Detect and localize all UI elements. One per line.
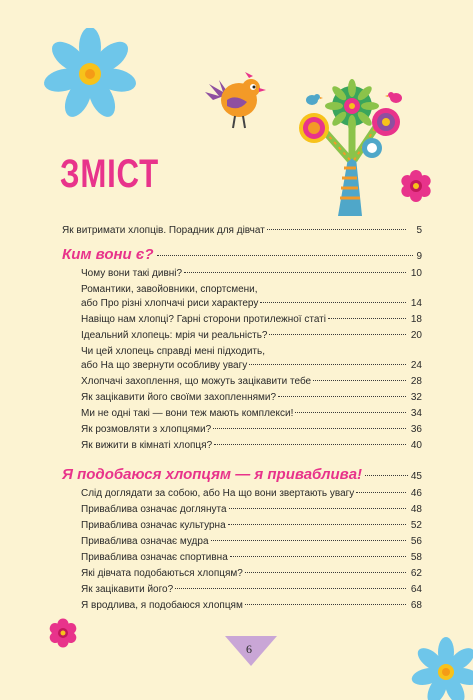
- toc-entry-page: 24: [410, 360, 422, 371]
- page-number: 6: [246, 642, 252, 656]
- toc-entry: [62, 487, 422, 501]
- toc-entry: [62, 297, 422, 311]
- leader-dots: [229, 508, 406, 509]
- toc-entry-title: Навіщо нам хлопці? Гарні сторони протилежної статі: [81, 314, 326, 325]
- leader-dots: [228, 524, 406, 525]
- toc-entry-page: 40: [410, 440, 422, 451]
- leader-dots: [157, 255, 414, 256]
- toc-entry: [62, 503, 422, 517]
- pink-flower-icon: [48, 618, 78, 648]
- toc-entry: [62, 391, 422, 405]
- toc-entry-title: Як вижити в кімнаті хлопця?: [81, 440, 213, 451]
- toc-section-heading: [62, 246, 422, 265]
- toc-entry-title: Приваблива означає спортивна: [81, 552, 228, 563]
- toc-entry-page: 14: [410, 298, 422, 309]
- toc-entry-page: 32: [410, 392, 422, 403]
- toc-entry-page: 36: [410, 424, 422, 435]
- toc-section-heading: [62, 466, 422, 485]
- toc-entry-page: 18: [410, 314, 422, 325]
- toc-entry-title: Як розмовляти з хлопцями?: [81, 424, 212, 435]
- leader-dots: [269, 334, 406, 335]
- toc-entry-title: Я вродлива, я подобаюся хлопцям: [81, 600, 243, 611]
- toc-entry-page: 64: [410, 584, 422, 595]
- toc-entry: [62, 551, 422, 565]
- toc-entry-title: або Про різні хлопчачі риси характеру: [81, 298, 259, 309]
- leader-dots: [328, 318, 406, 319]
- toc-entry: [62, 407, 422, 421]
- toc-entry: [62, 375, 422, 389]
- daisy-flower-icon: [408, 630, 473, 700]
- leader-dots: [313, 380, 406, 381]
- toc-entry-line: [62, 345, 422, 359]
- toc-entry-title: Ідеальний хлопець: мрія чи реальність?: [81, 330, 268, 341]
- toc-entry-title: Як зацікавити його своїми захопленнями?: [81, 392, 277, 403]
- toc-entry: [62, 567, 422, 581]
- toc-entry-title: Які дівчата подобаються хлопцям?: [81, 568, 243, 579]
- toc-entry: [62, 423, 422, 437]
- leader-dots: [245, 604, 406, 605]
- toc-entry-page: 20: [410, 330, 422, 341]
- toc-entry: [62, 583, 422, 597]
- section-title: Я подобаюся хлопцям — я привабливa!: [62, 466, 363, 483]
- toc-entry-page: 68: [410, 600, 422, 611]
- toc-entry-page: 28: [410, 376, 422, 387]
- toc-entry-page: 5: [416, 225, 422, 236]
- section-page: 45: [410, 471, 422, 482]
- leader-dots: [295, 412, 406, 413]
- pink-flower-icon: [400, 170, 432, 202]
- section-title: Ким вони є?: [62, 246, 154, 263]
- leader-dots: [249, 364, 406, 365]
- toc-entry: [62, 439, 422, 453]
- leader-dots: [356, 492, 406, 493]
- toc-entry-title: або На що звернути особливу увагу: [81, 360, 248, 371]
- toc-entry-title: Слід доглядати за собою, або На що вони звертають увагу: [81, 488, 355, 499]
- toc-entry-title: Приваблива означає доглянута: [81, 504, 227, 515]
- leader-dots: [214, 444, 406, 445]
- leader-dots: [211, 540, 407, 541]
- decorative-tree-icon: [290, 78, 415, 218]
- toc-entry-page: 48: [410, 504, 422, 515]
- section-page: 9: [416, 251, 422, 262]
- toc-entry-title: Приваблива означає культурна: [81, 520, 226, 531]
- toc-entry-title: Чи цей хлопець справді мені підходить,: [81, 346, 265, 357]
- leader-dots: [230, 556, 406, 557]
- toc-entry-title: Романтики, завойовники, спортсмени,: [81, 284, 258, 295]
- toc-entry-title: Приваблива означає мудра: [81, 536, 209, 547]
- toc-entry-line: [62, 283, 422, 297]
- leader-dots: [365, 475, 408, 476]
- leader-dots: [184, 272, 406, 273]
- page-number-marker: [221, 632, 281, 668]
- leader-dots: [260, 302, 406, 303]
- bird-icon: [205, 70, 275, 132]
- leader-dots: [278, 396, 406, 397]
- toc-entry-title: Чому вони такі дивні?: [81, 268, 183, 279]
- toc-entry-page: 46: [410, 488, 422, 499]
- toc-entry-page: 62: [410, 568, 422, 579]
- leader-dots: [245, 572, 406, 573]
- toc-entry: [62, 267, 422, 281]
- toc-entry-page: 10: [410, 268, 422, 279]
- toc-entry-title: Хлопчачі захоплення, що можуть зацікавити тебе: [81, 376, 312, 387]
- toc-entry-title: Як зацікавити його?: [81, 584, 174, 595]
- leader-dots: [213, 428, 406, 429]
- toc-intro-entry: [62, 224, 422, 238]
- toc-entry: [62, 329, 422, 343]
- page-title: ЗМІСТ: [60, 152, 159, 196]
- toc-entry: [62, 313, 422, 327]
- toc-entry: [62, 359, 422, 373]
- toc-entry-title: Як витримати хлопців. Порадник для дівчат: [62, 225, 265, 236]
- toc-entry-page: 52: [410, 520, 422, 531]
- toc-entry: [62, 535, 422, 549]
- table-of-contents: [62, 224, 422, 613]
- toc-entry: [62, 599, 422, 613]
- daisy-flower-icon: [40, 28, 140, 118]
- leader-dots: [175, 588, 406, 589]
- toc-entry-page: 34: [410, 408, 422, 419]
- toc-entry-page: 58: [410, 552, 422, 563]
- toc-entry-page: 56: [410, 536, 422, 547]
- leader-dots: [267, 229, 406, 230]
- toc-entry: [62, 519, 422, 533]
- toc-entry-title: Ми не одні такі — вони теж мають комплекси!: [81, 408, 294, 419]
